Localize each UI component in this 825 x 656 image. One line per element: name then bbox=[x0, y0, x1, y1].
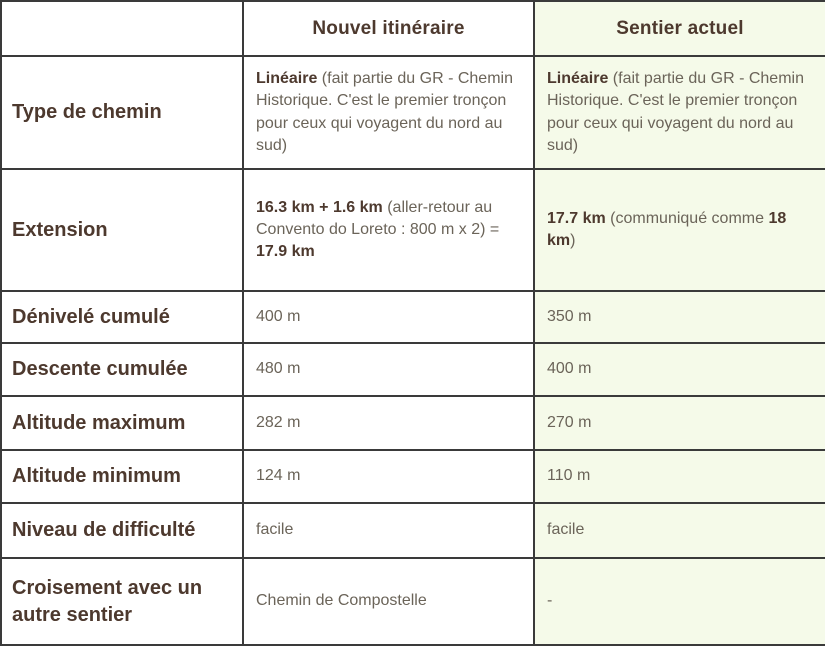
bold-text-segment: 17.7 km bbox=[547, 209, 606, 227]
bold-text-segment: Linéaire bbox=[256, 70, 318, 88]
header-nouvel-itineraire: Nouvel itinéraire bbox=[243, 1, 534, 56]
row-label: Niveau de difficulté bbox=[1, 503, 243, 558]
table-row bbox=[1, 396, 825, 450]
table-body bbox=[1, 56, 825, 645]
bold-text-segment: 16.3 km + 1.6 km bbox=[256, 198, 383, 216]
table-row bbox=[1, 450, 825, 503]
row-label: Descente cumulée bbox=[1, 343, 243, 396]
table-header bbox=[1, 1, 825, 56]
cell-nouvel-itineraire: Linéaire (fait partie du GR - Chemin Historique. C'est le premier tronçon pour ceux qui voyagent du nord au sud) bbox=[243, 56, 534, 169]
cell-nouvel-itineraire: 16.3 km + 1.6 km (aller-retour au Convento do Loreto : 800 m x 2) = 17.9 km bbox=[243, 169, 534, 291]
cell-sentier-actuel: 17.7 km (communiqué comme 18 km) bbox=[534, 169, 825, 291]
cell-nouvel-itineraire: 480 m bbox=[243, 343, 534, 396]
cell-sentier-actuel: 400 m bbox=[534, 343, 825, 396]
bold-text-segment: 17.9 km bbox=[256, 243, 315, 261]
cell-sentier-actuel: 350 m bbox=[534, 291, 825, 343]
cell-nouvel-itineraire: facile bbox=[243, 503, 534, 558]
header-row bbox=[1, 1, 825, 56]
row-label: Type de chemin bbox=[1, 56, 243, 169]
row-label: Altitude maximum bbox=[1, 396, 243, 450]
bold-text-segment: Linéaire bbox=[547, 70, 609, 88]
cell-sentier-actuel: Linéaire (fait partie du GR - Chemin Historique. C'est le premier tronçon pour ceux qui voyagent du nord au sud) bbox=[534, 56, 825, 169]
cell-sentier-actuel: - bbox=[534, 558, 825, 645]
row-label: Croisement avec un autre sentier bbox=[1, 558, 243, 645]
row-label: Extension bbox=[1, 169, 243, 291]
cell-nouvel-itineraire: 282 m bbox=[243, 396, 534, 450]
cell-sentier-actuel: facile bbox=[534, 503, 825, 558]
cell-nouvel-itineraire: 400 m bbox=[243, 291, 534, 343]
table-row bbox=[1, 558, 825, 645]
table-row bbox=[1, 169, 825, 291]
cell-nouvel-itineraire: Chemin de Compostelle bbox=[243, 558, 534, 645]
cell-nouvel-itineraire: 124 m bbox=[243, 450, 534, 503]
cell-sentier-actuel: 270 m bbox=[534, 396, 825, 450]
header-empty-cell bbox=[1, 1, 243, 56]
cell-sentier-actuel: 110 m bbox=[534, 450, 825, 503]
table-row bbox=[1, 291, 825, 343]
table-row bbox=[1, 56, 825, 169]
table-row bbox=[1, 343, 825, 396]
table-row bbox=[1, 503, 825, 558]
row-label: Altitude minimum bbox=[1, 450, 243, 503]
header-sentier-actuel: Sentier actuel bbox=[534, 1, 825, 56]
bold-text-segment: 18 km bbox=[547, 209, 787, 249]
row-label: Dénivelé cumulé bbox=[1, 291, 243, 343]
